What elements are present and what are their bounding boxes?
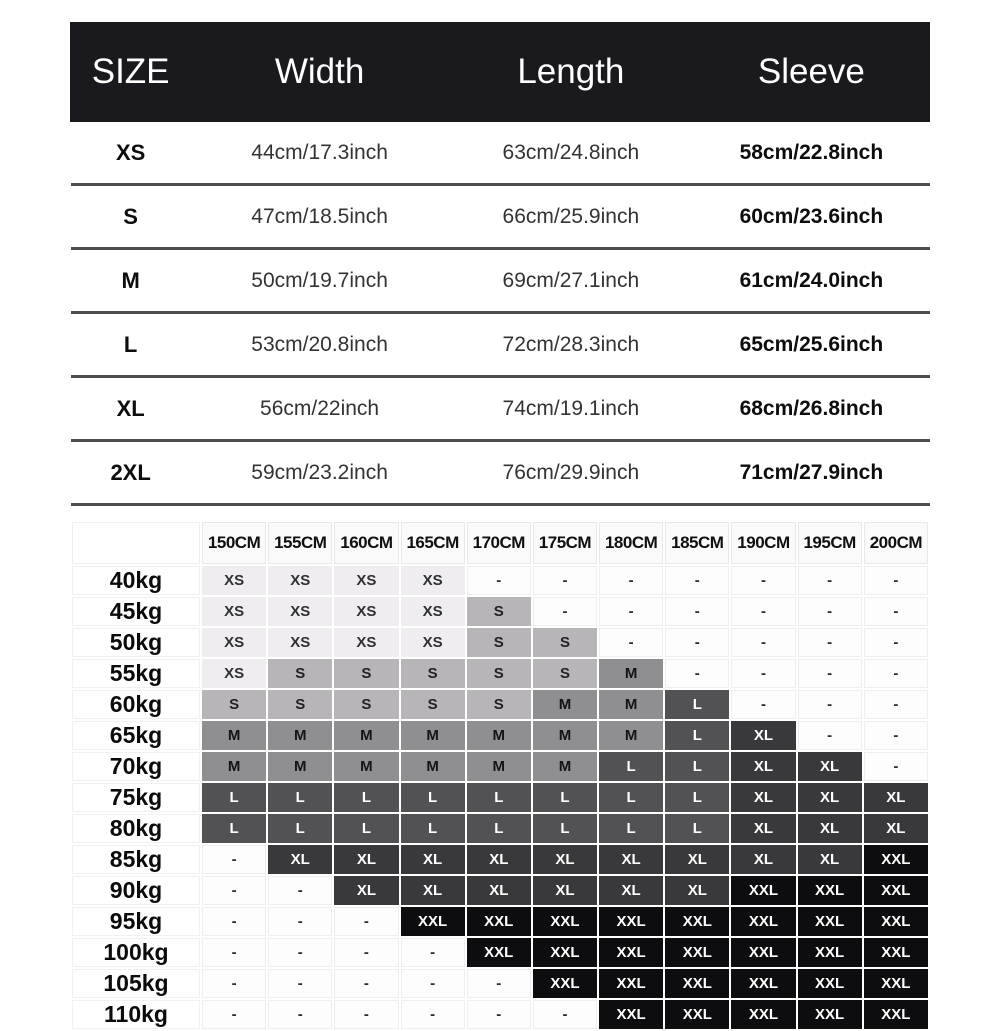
- fit-empty-cell: -: [864, 721, 928, 750]
- fit-empty-cell: -: [798, 628, 862, 657]
- fit-size-cell: XXL: [533, 907, 597, 936]
- fit-size-cell: XL: [533, 845, 597, 874]
- spec-col-header-width: Width: [191, 23, 449, 122]
- fit-size-cell: XS: [268, 566, 332, 595]
- height-weight-fit-table: [70, 520, 930, 1031]
- fit-size-cell: XS: [268, 628, 332, 657]
- fit-size-cell: S: [533, 628, 597, 657]
- spec-sleeve-cell: 71cm/27.9inch: [693, 441, 929, 505]
- spec-width-cell: 53cm/20.8inch: [191, 313, 449, 377]
- spec-length-cell: 76cm/29.9inch: [448, 441, 693, 505]
- fit-empty-cell: -: [864, 597, 928, 626]
- fit-size-cell: L: [599, 783, 663, 812]
- fit-height-header: 160CM: [334, 522, 398, 564]
- spec-size-cell: M: [71, 249, 191, 313]
- fit-size-cell: M: [334, 752, 398, 781]
- fit-size-cell: XXL: [665, 938, 729, 967]
- size-spec-row: [71, 185, 930, 249]
- fit-weight-label: 75kg: [72, 783, 200, 812]
- fit-height-header: 185CM: [665, 522, 729, 564]
- fit-size-cell: L: [533, 814, 597, 843]
- fit-size-cell: XL: [798, 845, 862, 874]
- fit-size-cell: M: [533, 690, 597, 719]
- fit-size-cell: M: [401, 752, 465, 781]
- fit-empty-cell: -: [533, 1000, 597, 1029]
- fit-empty-cell: -: [798, 597, 862, 626]
- spec-width-cell: 50cm/19.7inch: [191, 249, 449, 313]
- fit-empty-cell: -: [334, 969, 398, 998]
- fit-empty-cell: -: [599, 597, 663, 626]
- fit-size-cell: XXL: [798, 1000, 862, 1029]
- fit-size-cell: L: [268, 814, 332, 843]
- fit-empty-cell: -: [202, 907, 266, 936]
- fit-header-row: [72, 522, 928, 564]
- fit-height-header: 180CM: [599, 522, 663, 564]
- fit-size-cell: S: [467, 597, 531, 626]
- fit-empty-cell: -: [864, 628, 928, 657]
- fit-size-cell: L: [665, 783, 729, 812]
- fit-empty-cell: -: [268, 938, 332, 967]
- fit-size-cell: XXL: [533, 969, 597, 998]
- size-spec-rows: [71, 122, 930, 505]
- fit-empty-cell: -: [798, 566, 862, 595]
- fit-size-cell: L: [467, 783, 531, 812]
- fit-size-cell: XS: [334, 597, 398, 626]
- fit-size-cell: XL: [467, 876, 531, 905]
- fit-empty-cell: -: [731, 566, 795, 595]
- fit-size-cell: XXL: [864, 1000, 928, 1029]
- fit-size-cell: L: [599, 814, 663, 843]
- fit-size-cell: XXL: [467, 938, 531, 967]
- fit-size-cell: XXL: [798, 907, 862, 936]
- fit-weight-label: 80kg: [72, 814, 200, 843]
- fit-empty-cell: -: [202, 1000, 266, 1029]
- spec-length-cell: 72cm/28.3inch: [448, 313, 693, 377]
- fit-empty-cell: -: [334, 1000, 398, 1029]
- fit-size-cell: L: [268, 783, 332, 812]
- fit-size-cell: S: [268, 690, 332, 719]
- fit-height-header: 190CM: [731, 522, 795, 564]
- size-spec-row: [71, 441, 930, 505]
- fit-size-cell: XS: [268, 597, 332, 626]
- spec-sleeve-cell: 58cm/22.8inch: [693, 122, 929, 185]
- fit-size-cell: XL: [401, 845, 465, 874]
- fit-size-cell: XS: [401, 566, 465, 595]
- fit-size-cell: XL: [334, 876, 398, 905]
- fit-size-cell: L: [334, 814, 398, 843]
- fit-size-cell: L: [401, 783, 465, 812]
- fit-size-cell: XL: [731, 752, 795, 781]
- fit-size-cell: XL: [599, 876, 663, 905]
- fit-weight-label: 70kg: [72, 752, 200, 781]
- fit-empty-cell: -: [401, 938, 465, 967]
- fit-size-cell: M: [268, 721, 332, 750]
- fit-size-cell: M: [401, 721, 465, 750]
- fit-size-cell: XS: [334, 628, 398, 657]
- fit-empty-cell: -: [864, 566, 928, 595]
- fit-empty-cell: -: [731, 690, 795, 719]
- spec-size-cell: L: [71, 313, 191, 377]
- fit-size-cell: XXL: [599, 907, 663, 936]
- fit-size-cell: L: [533, 783, 597, 812]
- fit-size-cell: XS: [202, 659, 266, 688]
- fit-size-cell: M: [202, 752, 266, 781]
- spec-length-cell: 66cm/25.9inch: [448, 185, 693, 249]
- fit-row: [72, 690, 928, 719]
- fit-empty-cell: -: [202, 845, 266, 874]
- fit-size-cell: L: [665, 814, 729, 843]
- fit-empty-cell: -: [467, 969, 531, 998]
- fit-size-cell: S: [334, 690, 398, 719]
- fit-empty-cell: -: [467, 566, 531, 595]
- fit-size-cell: XXL: [864, 845, 928, 874]
- spec-length-cell: 74cm/19.1inch: [448, 377, 693, 441]
- spec-col-header-size: SIZE: [71, 23, 191, 122]
- fit-empty-cell: -: [202, 969, 266, 998]
- fit-empty-cell: -: [731, 659, 795, 688]
- fit-size-cell: S: [467, 628, 531, 657]
- fit-weight-label: 55kg: [72, 659, 200, 688]
- spec-width-cell: 44cm/17.3inch: [191, 122, 449, 185]
- fit-size-cell: XL: [467, 845, 531, 874]
- fit-size-cell: XL: [731, 721, 795, 750]
- fit-empty-cell: -: [864, 690, 928, 719]
- fit-size-cell: XL: [731, 845, 795, 874]
- fit-size-cell: XS: [401, 597, 465, 626]
- fit-size-cell: XXL: [731, 876, 795, 905]
- fit-empty-cell: -: [665, 597, 729, 626]
- fit-size-cell: XL: [798, 783, 862, 812]
- fit-size-cell: XS: [202, 628, 266, 657]
- fit-height-header: 200CM: [864, 522, 928, 564]
- fit-size-cell: S: [202, 690, 266, 719]
- spec-width-cell: 56cm/22inch: [191, 377, 449, 441]
- fit-size-cell: M: [533, 721, 597, 750]
- fit-size-cell: XL: [268, 845, 332, 874]
- fit-size-cell: XL: [731, 783, 795, 812]
- fit-size-cell: XXL: [599, 969, 663, 998]
- fit-empty-cell: -: [401, 969, 465, 998]
- fit-size-cell: XXL: [731, 969, 795, 998]
- fit-size-cell: M: [202, 721, 266, 750]
- fit-empty-cell: -: [202, 938, 266, 967]
- fit-weight-label: 60kg: [72, 690, 200, 719]
- fit-empty-cell: -: [864, 659, 928, 688]
- fit-row: [72, 752, 928, 781]
- fit-size-cell: XXL: [864, 938, 928, 967]
- fit-height-header: 195CM: [798, 522, 862, 564]
- fit-size-cell: M: [268, 752, 332, 781]
- fit-size-cell: XL: [665, 876, 729, 905]
- fit-size-cell: XXL: [731, 1000, 795, 1029]
- fit-row: [72, 814, 928, 843]
- fit-size-cell: XS: [202, 597, 266, 626]
- fit-row: [72, 1000, 928, 1029]
- fit-size-cell: XS: [202, 566, 266, 595]
- fit-size-cell: XL: [599, 845, 663, 874]
- fit-empty-cell: -: [268, 969, 332, 998]
- fit-row: [72, 566, 928, 595]
- fit-weight-label: 110kg: [72, 1000, 200, 1029]
- fit-size-cell: XL: [864, 814, 928, 843]
- spec-width-cell: 47cm/18.5inch: [191, 185, 449, 249]
- fit-size-cell: XS: [401, 628, 465, 657]
- fit-weight-label: 40kg: [72, 566, 200, 595]
- fit-empty-cell: -: [401, 1000, 465, 1029]
- fit-size-cell: XXL: [798, 969, 862, 998]
- fit-weight-label: 45kg: [72, 597, 200, 626]
- fit-size-cell: XS: [334, 566, 398, 595]
- fit-weight-label: 85kg: [72, 845, 200, 874]
- fit-row: [72, 907, 928, 936]
- spec-sleeve-cell: 61cm/24.0inch: [693, 249, 929, 313]
- fit-size-cell: L: [202, 814, 266, 843]
- size-spec-row: [71, 249, 930, 313]
- size-spec-row: [71, 313, 930, 377]
- spec-size-cell: 2XL: [71, 441, 191, 505]
- fit-size-cell: M: [599, 659, 663, 688]
- spec-sleeve-cell: 60cm/23.6inch: [693, 185, 929, 249]
- fit-row: [72, 845, 928, 874]
- fit-weight-label: 100kg: [72, 938, 200, 967]
- fit-size-cell: XXL: [599, 1000, 663, 1029]
- fit-size-cell: XL: [665, 845, 729, 874]
- fit-corner-cell: [72, 522, 200, 564]
- fit-height-header: 155CM: [268, 522, 332, 564]
- fit-empty-cell: -: [268, 876, 332, 905]
- size-spec-row: [71, 122, 930, 185]
- fit-empty-cell: -: [599, 566, 663, 595]
- fit-size-cell: S: [268, 659, 332, 688]
- fit-size-cell: L: [334, 783, 398, 812]
- fit-empty-cell: -: [334, 938, 398, 967]
- fit-empty-cell: -: [665, 628, 729, 657]
- fit-row: [72, 597, 928, 626]
- fit-empty-cell: -: [268, 1000, 332, 1029]
- fit-size-cell: XL: [533, 876, 597, 905]
- fit-empty-cell: -: [467, 1000, 531, 1029]
- fit-size-cell: L: [665, 690, 729, 719]
- fit-empty-cell: -: [798, 721, 862, 750]
- fit-size-cell: XXL: [467, 907, 531, 936]
- fit-empty-cell: -: [202, 876, 266, 905]
- fit-size-cell: XL: [401, 876, 465, 905]
- spec-col-header-sleeve: Sleeve: [693, 23, 929, 122]
- fit-height-header: 165CM: [401, 522, 465, 564]
- fit-size-cell: XXL: [665, 1000, 729, 1029]
- fit-size-cell: S: [467, 659, 531, 688]
- fit-rows: [72, 566, 928, 1029]
- fit-row: [72, 876, 928, 905]
- fit-size-cell: XXL: [599, 938, 663, 967]
- fit-height-header: 170CM: [467, 522, 531, 564]
- fit-size-cell: XL: [864, 783, 928, 812]
- fit-size-cell: XXL: [798, 938, 862, 967]
- fit-size-cell: XXL: [665, 907, 729, 936]
- fit-size-cell: XL: [798, 752, 862, 781]
- fit-size-cell: XL: [731, 814, 795, 843]
- fit-size-cell: M: [467, 752, 531, 781]
- fit-empty-cell: -: [798, 659, 862, 688]
- fit-empty-cell: -: [599, 628, 663, 657]
- fit-size-cell: XXL: [864, 876, 928, 905]
- spec-size-cell: XL: [71, 377, 191, 441]
- fit-empty-cell: -: [731, 597, 795, 626]
- size-spec-row: [71, 377, 930, 441]
- fit-empty-cell: -: [864, 752, 928, 781]
- fit-size-cell: L: [467, 814, 531, 843]
- fit-empty-cell: -: [798, 690, 862, 719]
- fit-row: [72, 969, 928, 998]
- fit-size-cell: L: [665, 752, 729, 781]
- spec-size-cell: XS: [71, 122, 191, 185]
- fit-size-cell: XXL: [731, 907, 795, 936]
- fit-row: [72, 628, 928, 657]
- spec-length-cell: 63cm/24.8inch: [448, 122, 693, 185]
- fit-size-cell: XXL: [731, 938, 795, 967]
- fit-empty-cell: -: [665, 566, 729, 595]
- spec-size-cell: S: [71, 185, 191, 249]
- fit-empty-cell: -: [533, 597, 597, 626]
- spec-length-cell: 69cm/27.1inch: [448, 249, 693, 313]
- fit-size-cell: XL: [334, 845, 398, 874]
- fit-empty-cell: -: [533, 566, 597, 595]
- fit-size-cell: L: [665, 721, 729, 750]
- fit-size-cell: XXL: [864, 969, 928, 998]
- fit-size-cell: M: [467, 721, 531, 750]
- fit-weight-label: 105kg: [72, 969, 200, 998]
- spec-width-cell: 59cm/23.2inch: [191, 441, 449, 505]
- fit-size-cell: XXL: [864, 907, 928, 936]
- fit-size-cell: L: [401, 814, 465, 843]
- fit-size-cell: M: [533, 752, 597, 781]
- fit-size-cell: M: [599, 721, 663, 750]
- size-spec-table: [70, 22, 930, 506]
- fit-row: [72, 938, 928, 967]
- spec-sleeve-cell: 68cm/26.8inch: [693, 377, 929, 441]
- fit-empty-cell: -: [334, 907, 398, 936]
- fit-weight-label: 95kg: [72, 907, 200, 936]
- fit-size-cell: S: [467, 690, 531, 719]
- fit-height-header: 150CM: [202, 522, 266, 564]
- spec-sleeve-cell: 65cm/25.6inch: [693, 313, 929, 377]
- fit-size-cell: S: [401, 659, 465, 688]
- fit-size-cell: XL: [798, 814, 862, 843]
- fit-size-cell: M: [599, 690, 663, 719]
- fit-size-cell: S: [401, 690, 465, 719]
- fit-weight-label: 50kg: [72, 628, 200, 657]
- fit-size-cell: S: [533, 659, 597, 688]
- fit-size-cell: L: [202, 783, 266, 812]
- fit-size-cell: L: [599, 752, 663, 781]
- fit-height-header: 175CM: [533, 522, 597, 564]
- fit-empty-cell: -: [731, 628, 795, 657]
- fit-size-cell: XXL: [533, 938, 597, 967]
- fit-size-cell: S: [334, 659, 398, 688]
- fit-empty-cell: -: [665, 659, 729, 688]
- fit-row: [72, 721, 928, 750]
- fit-row: [72, 783, 928, 812]
- fit-empty-cell: -: [268, 907, 332, 936]
- fit-size-cell: XXL: [798, 876, 862, 905]
- fit-weight-label: 65kg: [72, 721, 200, 750]
- fit-row: [72, 659, 928, 688]
- fit-weight-label: 90kg: [72, 876, 200, 905]
- fit-size-cell: M: [334, 721, 398, 750]
- size-spec-header-row: [71, 23, 930, 122]
- fit-size-cell: XXL: [401, 907, 465, 936]
- spec-col-header-length: Length: [448, 23, 693, 122]
- fit-size-cell: XXL: [665, 969, 729, 998]
